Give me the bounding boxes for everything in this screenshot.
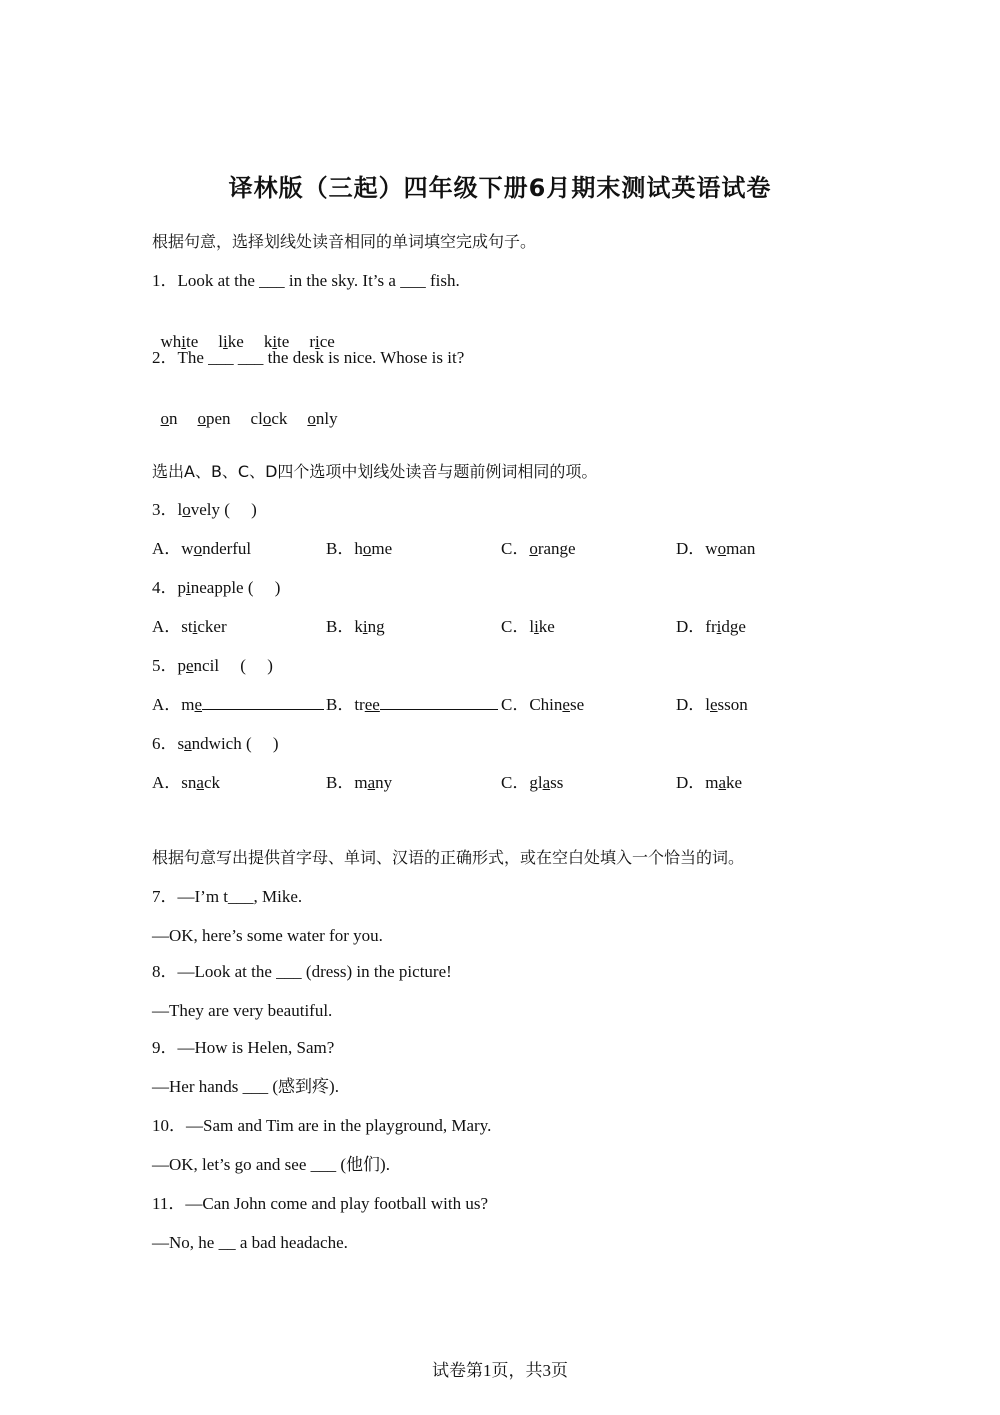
q5-option-d: D．lesson	[676, 695, 748, 714]
page-footer: 试卷第1页，共3页	[432, 1361, 568, 1380]
question-5-stem: 5．pencil ( )	[152, 656, 273, 675]
q2-word-1: on	[160, 409, 178, 428]
q1-word-3: kite	[263, 332, 290, 351]
question-3-stem: 3．lovely ( )	[152, 500, 257, 519]
question-7-reply: —OK, here’s some water for you.	[152, 926, 383, 945]
q1-word-1: white	[160, 332, 199, 351]
q4-option-c: C．like	[501, 617, 555, 636]
question-1: 1．Look at the ___ in the sky. It’s a ___ fish.	[152, 271, 460, 290]
q6-option-c: C．glass	[501, 773, 564, 792]
question-4-stem: 4．pineapple ( )	[152, 578, 281, 597]
q3-option-d: D．woman	[676, 539, 756, 558]
section1-instruction: 根据句意，选择划线处读音相同的单词填空完成句子。	[152, 232, 537, 251]
q5-option-c: C．Chinese	[501, 695, 585, 714]
question-8-reply: —They are very beautiful.	[152, 1001, 333, 1020]
section3-instruction: 根据句意写出提供首字母、单词、汉语的正确形式，或在空白处填入一个恰当的词。	[152, 848, 745, 867]
q2-word-4: only	[307, 409, 338, 428]
q1-word-4: rice	[309, 332, 335, 351]
q5-option-a: A．me	[152, 694, 324, 716]
q2-word-list	[152, 386, 358, 430]
page-title: 译林版（三起）四年级下册6月期末测试英语试卷	[228, 174, 772, 202]
question-9-reply: —Her hands ___ (感到疼).	[152, 1077, 339, 1096]
q6-option-a: A．snack	[152, 773, 220, 792]
question-11-reply: —No, he __ a bad headache.	[152, 1233, 348, 1252]
q5-option-b: B．tree	[326, 694, 498, 716]
question-11: 11．—Can John come and play football with us?	[152, 1194, 489, 1213]
q6-option-d: D．make	[676, 773, 743, 792]
question-7: 7．—I’m t___, Mike.	[152, 887, 303, 906]
question-8: 8．—Look at the ___ (dress) in the picture!	[152, 962, 452, 981]
q3-option-a: A．wonderful	[152, 539, 252, 558]
question-2: 2．The ___ ___ the desk is nice. Whose is it?	[152, 348, 465, 367]
section2-instruction: 选出A、B、C、D四个选项中划线处读音与题前例词相同的项。	[152, 462, 598, 481]
q4-option-d: D．fridge	[676, 617, 746, 636]
q3-option-c: C．orange	[501, 539, 576, 558]
q6-option-b: B．many	[326, 773, 393, 792]
question-10: 10．—Sam and Tim are in the playground, Mary.	[152, 1116, 492, 1135]
q3-option-b: B．home	[326, 539, 393, 558]
q1-word-2: like	[218, 332, 244, 351]
q4-option-a: A．sticker	[152, 617, 227, 636]
question-6-stem: 6．sandwich ( )	[152, 734, 279, 753]
question-10-reply: —OK, let’s go and see ___ (他们).	[152, 1155, 390, 1174]
q2-word-2: open	[197, 409, 231, 428]
q2-word-3: clock	[250, 409, 288, 428]
q4-option-b: B．king	[326, 617, 385, 636]
question-9: 9．—How is Helen, Sam?	[152, 1038, 335, 1057]
